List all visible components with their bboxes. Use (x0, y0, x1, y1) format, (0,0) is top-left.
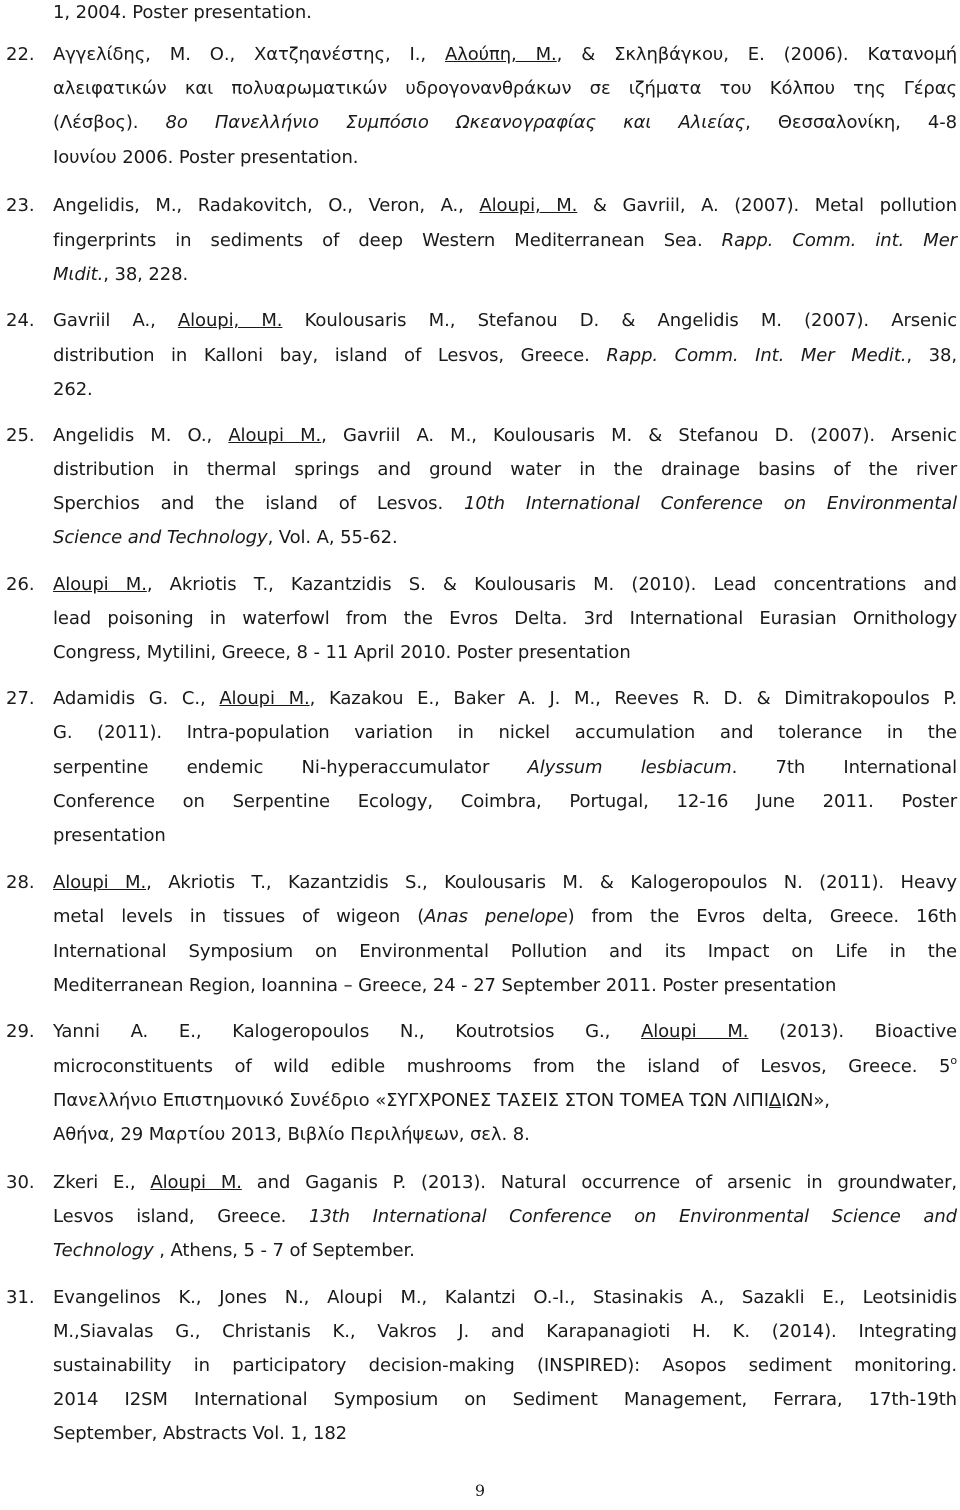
reference-line (53, 111, 957, 135)
reference-line (53, 1388, 957, 1412)
italic-title: Mιdit. (53, 264, 104, 285)
text-segment: Mediterranean Region, Ioannina – Greece, 24 - 27 September 2011. Poster presentation (53, 975, 837, 996)
text-segment: , 38, (906, 345, 957, 366)
reference-line (53, 1020, 957, 1044)
reference-line (53, 229, 957, 253)
text-segment: , Θεσσαλονίκη, 4-8 (745, 112, 957, 133)
text-segment: lead poisoning in waterfowl from the Evros Delta. 3rd International Eurasian Ornithology (53, 608, 957, 629)
reference-line (53, 790, 957, 814)
reference-number: 27. (6, 688, 35, 709)
reference-line (53, 824, 166, 848)
reference-number: 23. (6, 195, 35, 216)
text-segment: , Kazakou E., Baker A. J. M., Reeves R. D. & Dimitrakopoulos P. (309, 688, 957, 709)
reference-line (53, 492, 957, 516)
italic-title: 13th International Conference on Environmental Science and (308, 1206, 957, 1227)
text-segment: microconstituents of wild edible mushrooms from the island of Lesvos, Greece. 5 (53, 1056, 951, 1077)
text-segment: G. (2011). Intra-population variation in nickel accumulation and tolerance in the (53, 722, 957, 743)
reference-number: 31. (6, 1287, 35, 1308)
reference-line (53, 1, 312, 25)
text-segment: , & Σκληβάγκου, Ε. (2006). Κατανομή (556, 44, 958, 65)
reference-line (53, 871, 957, 895)
text-segment: 2014 I2SM International Symposium on Sediment Management, Ferrara, 17th-19th (53, 1389, 957, 1410)
author-highlight: Aloupi M. (219, 688, 310, 709)
reference-line (53, 263, 188, 287)
italic-title: 8ο Πανελλήνιο Συμπόσιο Ωκεανογραφίας και Αλιείας (165, 112, 746, 133)
reference-line (53, 1123, 530, 1147)
text-segment: Αθήνα, 29 Μαρτίου 2013, Βιβλίο Περιλήψεων, σελ. 8. (53, 1124, 530, 1145)
text-segment: 262. (53, 379, 93, 400)
text-segment: , Athens, 5 - 7 of September. (153, 1240, 415, 1261)
text-segment: sustainability in participatory decision-making (INSPIRED): Asopos sediment monitoring. (53, 1355, 957, 1376)
reference-line (53, 1354, 957, 1378)
text-segment: Lesvos island, Greece. (53, 1206, 309, 1227)
text-segment: , 38, 228. (103, 264, 189, 285)
text-segment: Zkeri E., (53, 1172, 151, 1193)
reference-line (53, 526, 398, 550)
text-segment: September, Abstracts Vol. 1, 182 (53, 1423, 348, 1444)
text-segment: Gavriil A., (53, 310, 178, 331)
reference-line (53, 378, 93, 402)
reference-line (53, 607, 957, 631)
author-highlight: Aloupi M. (150, 1172, 242, 1193)
text-segment: metal levels in tissues of wigeon ( (53, 906, 425, 927)
page-number: 9 (474, 1481, 486, 1500)
italic-title: Technology (53, 1240, 154, 1261)
text-segment: , Akriotis T., Kazantzidis S. & Koulousaris M. (2010). Lead concentrations and (146, 574, 957, 595)
text-segment: (Λέσβος). (53, 112, 166, 133)
reference-line (53, 573, 957, 597)
reference-line (53, 1089, 830, 1113)
text-segment: 1, 2004. Poster presentation. (53, 2, 312, 23)
reference-line (53, 43, 957, 67)
reference-line (53, 1422, 347, 1446)
reference-line (53, 424, 957, 448)
author-highlight: Aloupi M. (641, 1021, 749, 1042)
reference-line (53, 77, 957, 101)
reference-line (53, 641, 631, 665)
text-segment: distribution in thermal springs and ground water in the drainage basins of the river (53, 459, 957, 480)
text-segment: . 7th International (731, 757, 957, 778)
reference-number: 26. (6, 574, 35, 595)
text-segment: (2013). Bioactive (748, 1021, 957, 1042)
text-segment: and Gaganis P. (2013). Natural occurrence of arsenic in groundwater, (241, 1172, 957, 1193)
author-highlight: Aloupi, M. (479, 195, 578, 216)
reference-number: 28. (6, 872, 35, 893)
reference-number: 24. (6, 310, 35, 331)
text-segment: Ιουνίου 2006. Poster presentation. (53, 147, 359, 168)
author-highlight: Δ (768, 1090, 782, 1111)
reference-line (53, 1320, 957, 1344)
italic-title: Anas penelope (424, 906, 568, 927)
author-highlight: Aloupi, M. (177, 310, 283, 331)
reference-number: 22. (6, 44, 35, 65)
text-segment: Sperchios and the island of Lesvos. (53, 493, 464, 514)
author-highlight: Aloupi M. (53, 872, 147, 893)
text-segment: ΙΩΝ», (781, 1090, 830, 1111)
text-segment: ) from the Evros delta, Greece. 16th (567, 906, 957, 927)
text-segment: distribution in Kalloni bay, island of Lesvos, Greece. (53, 345, 607, 366)
text-segment: & Gavriil, A. (2007). Metal pollution (577, 195, 957, 216)
reference-line (53, 309, 957, 333)
reference-number: 29. (6, 1021, 35, 1042)
text-segment: serpentine endemic Ni-hyperaccumulator (53, 757, 528, 778)
reference-line (53, 1286, 957, 1310)
reference-line (53, 687, 957, 711)
reference-line (53, 1171, 957, 1195)
text-segment: αλειφατικών και πολυαρωματικών υδρογονανθράκων σε ιζήματα του Κόλπου της Γέρας (53, 78, 957, 99)
text-segment: ο (950, 1054, 957, 1067)
reference-line (53, 974, 836, 998)
italic-title: 10th International Conference on Environmental (463, 493, 957, 514)
author-highlight: Aloupi M. (228, 425, 322, 446)
text-segment: fingerprints in sediments of deep Western Mediterranean Sea. (53, 230, 722, 251)
text-segment: , Gavriil A. M., Koulousaris M. & Stefanou D. (2007). Arsenic (321, 425, 957, 446)
text-segment: International Symposium on Environmental Pollution and its Impact on Life in the (53, 941, 957, 962)
reference-line (53, 1205, 957, 1229)
italic-title: Rapp. Comm. int. Mer (721, 230, 957, 251)
text-segment: presentation (53, 825, 166, 846)
text-segment: Πανελλήνιο Επιστημονικό Συνέδριο «ΣΥΓΧΡΟΝΕΣ ΤΑΣΕΙΣ ΣΤΟΝ ΤΟΜΕΑ ΤΩΝ ΛΙΠΙ (53, 1090, 769, 1111)
reference-line (53, 1055, 957, 1079)
reference-line (53, 344, 957, 368)
reference-line (53, 756, 957, 780)
reference-line (53, 146, 358, 170)
text-segment: Adamidis G. C., (53, 688, 220, 709)
text-segment: , Vol. A, 55-62. (267, 527, 398, 548)
author-highlight: Αλούπη, Μ. (444, 44, 557, 65)
text-segment: Angelidis M. O., (53, 425, 229, 446)
italic-title: Rapp. Comm. Int. Mer Medit. (606, 345, 907, 366)
reference-number: 30. (6, 1172, 35, 1193)
text-segment: Evangelinos K., Jones N., Aloupi M., Kalantzi O.-I., Stasinakis A., Sazakli E., Leotsinidis (53, 1287, 957, 1308)
text-segment: Koulousaris M., Stefanou D. & Angelidis M. (2007). Arsenic (282, 310, 957, 331)
text-segment: Αγγελίδης, Μ. Ο., Χατζηανέστης, Ι., (53, 44, 445, 65)
reference-line (53, 194, 957, 218)
reference-line (53, 1239, 415, 1263)
reference-number: 25. (6, 425, 35, 446)
text-segment: M.,Siavalas G., Christanis K., Vakros J. and Karapanagioti H. K. (2014). Integrating (53, 1321, 957, 1342)
reference-line (53, 940, 957, 964)
author-highlight: Aloupi M. (53, 574, 147, 595)
reference-line (53, 458, 957, 482)
italic-title: Alyssum lesbiacum (527, 757, 732, 778)
text-segment: Conference on Serpentine Ecology, Coimbra, Portugal, 12-16 June 2011. Poster (53, 791, 957, 812)
text-segment: , Akriotis T., Kazantzidis S., Koulousaris M. & Kalogeropoulos N. (2011). Heavy (146, 872, 957, 893)
reference-line (53, 905, 957, 929)
text-segment: Yanni A. E., Kalogeropoulos N., Koutrotsios G., (53, 1021, 641, 1042)
italic-title: Science and Technology (53, 527, 268, 548)
text-segment: Congress, Mytilini, Greece, 8 - 11 April 2010. Poster presentation (53, 642, 631, 663)
reference-line (53, 721, 957, 745)
text-segment: Angelidis, M., Radakovitch, O., Veron, A., (53, 195, 480, 216)
